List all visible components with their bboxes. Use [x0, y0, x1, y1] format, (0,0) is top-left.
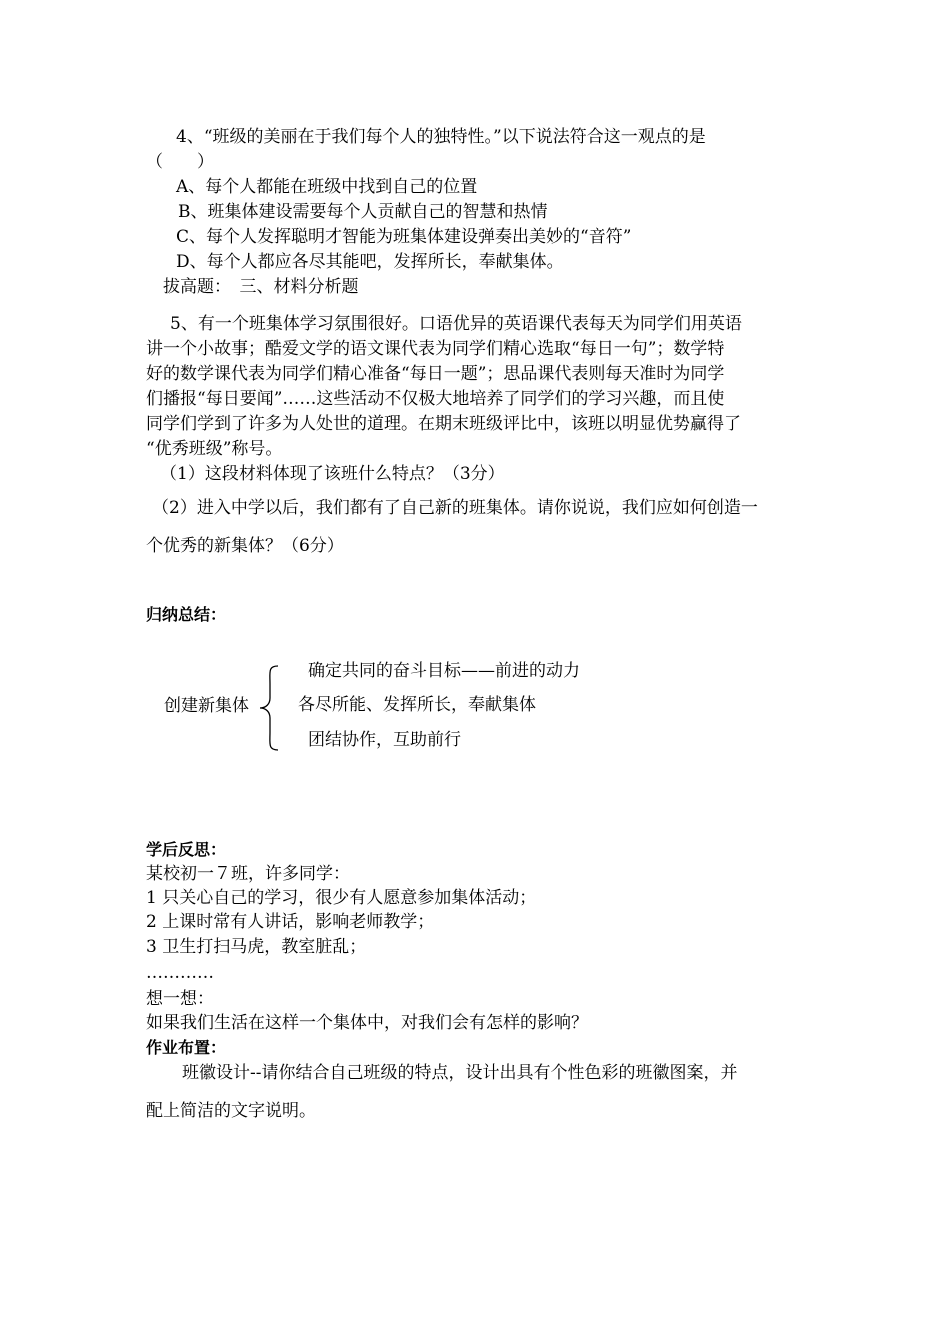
- question5-material-line: 同学们学到了许多为人处世的道理。在期末班级评比中，该班以明显优势赢得了: [146, 414, 741, 434]
- question5-material-line: 好的数学课代表为同学们精心准备“每日一题”；思品课代表则每天准时为同学: [146, 364, 725, 384]
- question4-option-b: B、班集体建设需要每个人贡献自己的智慧和热情: [178, 202, 548, 222]
- summary-root: 创建新集体: [164, 696, 249, 716]
- question5-material-line: 讲一个小故事；酷爱文学的语文课代表为同学们精心选取“每日一句”；数学特: [146, 339, 725, 359]
- question5-sub1: （1）这段材料体现了该班什么特点？（3分）: [160, 464, 505, 484]
- homework-line2: 配上简洁的文字说明。: [146, 1101, 316, 1121]
- summary-branch: 团结协作，互助前行: [308, 730, 461, 750]
- question5-material-line: 们播报“每日要闻”……这些活动不仅极大地培养了同学们的学习兴趣，而且使: [146, 389, 725, 409]
- question5-sub2-line2: 个优秀的新集体？（6分）: [146, 536, 344, 556]
- question4-option-c: C、每个人发挥聪明才智能为班集体建设弹奏出美妙的“音符”: [176, 227, 632, 247]
- question4-stem-line1: 4、“班级的美丽在于我们每个人的独特性。”以下说法符合这一观点的是: [176, 127, 706, 147]
- reflection-think-label: 想一想：: [146, 989, 214, 1009]
- homework-heading: 作业布置：: [146, 1038, 227, 1057]
- reflection-item: 1 只关心自己的学习，很少有人愿意参加集体活动；: [146, 888, 537, 908]
- question5-sub2-line1: （2）进入中学以后，我们都有了自己新的班集体。请你说说，我们应如何创造一: [152, 498, 758, 518]
- reflection-item: 3 卫生打扫马虎，教室脏乱；: [146, 937, 367, 957]
- question5-material-line: 5、有一个班集体学习氛围很好。口语优异的英语课代表每天为同学们用英语: [170, 314, 742, 334]
- summary-branch: 确定共同的奋斗目标——前进的动力: [308, 661, 580, 681]
- question4-answer-blank: （ ）: [146, 152, 214, 172]
- summary-brace: [256, 664, 284, 752]
- question4-option-a: A、每个人都能在班级中找到自己的位置: [176, 177, 478, 197]
- reflection-heading: 学后反思：: [146, 840, 227, 859]
- reflection-item: 2 上课时常有人讲话，影响老师教学；: [146, 912, 435, 932]
- summary-branch: 各尽所能、发挥所长，奉献集体: [298, 695, 536, 715]
- homework-line1: 班徽设计--请你结合自己班级的特点，设计出具有个性色彩的班徽图案，并: [182, 1063, 738, 1083]
- reflection-think-question: 如果我们生活在这样一个集体中，对我们会有怎样的影响？: [146, 1013, 588, 1033]
- reflection-ellipsis: …………: [146, 963, 214, 983]
- reflection-intro: 某校初一７班，许多同学：: [146, 864, 350, 884]
- section-heading: 拔高题： 三、材料分析题: [163, 277, 359, 297]
- summary-heading: 归纳总结：: [146, 605, 227, 624]
- question5-material-line: “优秀班级”称号。: [146, 439, 283, 459]
- question4-option-d: D、每个人都应各尽其能吧，发挥所长，奉献集体。: [176, 252, 564, 272]
